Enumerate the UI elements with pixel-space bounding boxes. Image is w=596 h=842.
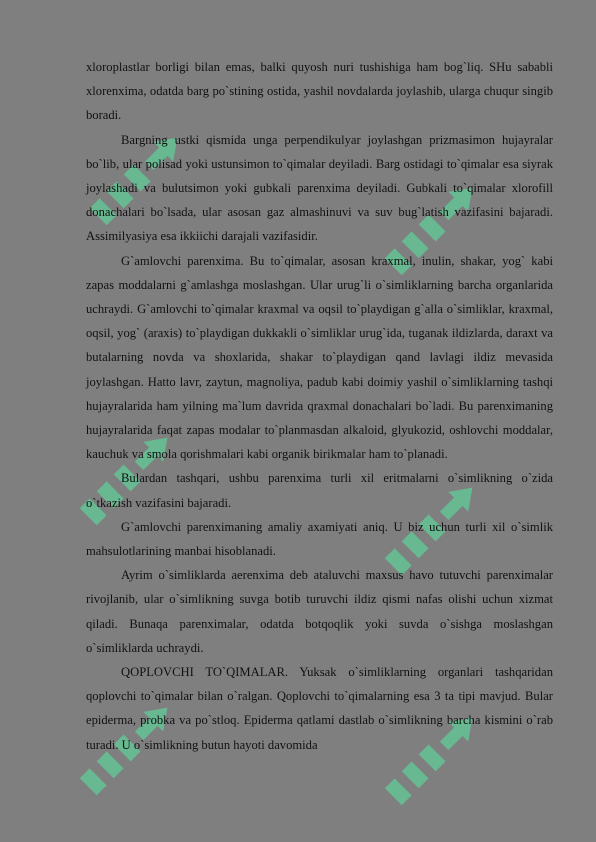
paragraph: Ayrim o`simliklarda aerenxima deb ataluvchi maxsus havo tutuvchi parenximalar rivojlanib, ular o`simlikning suvga botib turuvchi ildiz qismi nafas olishi uchun xizmat qiladi. Bunaqa parenximalar, odatda botqoqlik yoki suvda o`sishga moslashgan o`simliklarda uchraydi. — [86, 568, 553, 655]
body-text — [86, 55, 553, 757]
paragraph: Bulardan tashqari, ushbu parenxima turli xil eritmalarni o`simlikning o`zida o`tkazish vazifasini bajaradi. — [86, 471, 553, 510]
paragraph: QOPLOVCHI TO`QIMALAR. Yuksak o`simliklarning organlari tashqaridan qoplovchi to`qimalar bilan o`ralgan. Qoplovchi to`qimalarning esa 3 ta tipi mavjud. Bular epiderma, probka va po`stloq. Epiderma qatlami dastlab o`simlikning barcha kismini o`rab turadi. U o`simlikning butun hayoti davomida — [86, 665, 553, 752]
paragraph: G`amlovchi parenximaning amaliy axamiyati aniq. U biz uchun turli xil o`simlik mahsulotlarining manbai hisoblanadi. — [86, 519, 553, 559]
paragraph: xloroplastlar borligi bilan emas, balki quyosh nuri tushishiga ham bog`liq. SHu sababli xlorenxima, odatda barg po`stining ostida, yashil novdalarda joylashib, ularga chuqur singib boradi. — [86, 60, 553, 123]
paragraph: G`amlovchi parenxima. Bu to`qimalar, asosan kraxmal, inulin, shakar, yog` kabi zapas moddalarni g`amlashga moslashgan. Ular urug`li o`simliklarning barcha organlarida uchraydi. G`amlovchi to`qimalar kraxmal va oqsil to`playdigan g`alla o`simliklar, kraxmal, oqsil, yog` (araxis) to`playdigan dukkakli o`simliklar urug`ida, tuganak ildizlarda, daraxt va butalarning novda va shoxlarida, shakar to`playdigan qand lavlagi ildiz mevasida joylashgan. Hatto lavr, zaytun, magnoliya, padub kabi doimiy yashil o`simliklarning tashqi hujayralarida ham yilning ma`lum davrida qraxmal donachalari bo`ladi. Bu parenximaning hujayralarida faqat zapas modalar to`planmasdan alkaloid, glyukozid, oshlovchi moddalar, kauchuk va smola qorishmalari kabi organik birikmalar ham to`planadi. — [86, 253, 553, 462]
paragraph: Bargning ustki qismida unga perpendikulyar joylashgan prizmasimon hujayralar bo`lib, ular polisad yoki ustunsimon to`qimalar deyiladi. Barg ostidagi to`qimalar esa siyrak joylashadi va bulutsimon yoki gubkali parenxima deyiladi. Gubkali to`qimalar xlorofill donachalari bo`lsada, ular asosan gaz almashinuvi va suv bug`latish vazifasini bajaradi. Assimilyasiya esa ikkiichi darajali vazifasidir. — [86, 132, 553, 244]
